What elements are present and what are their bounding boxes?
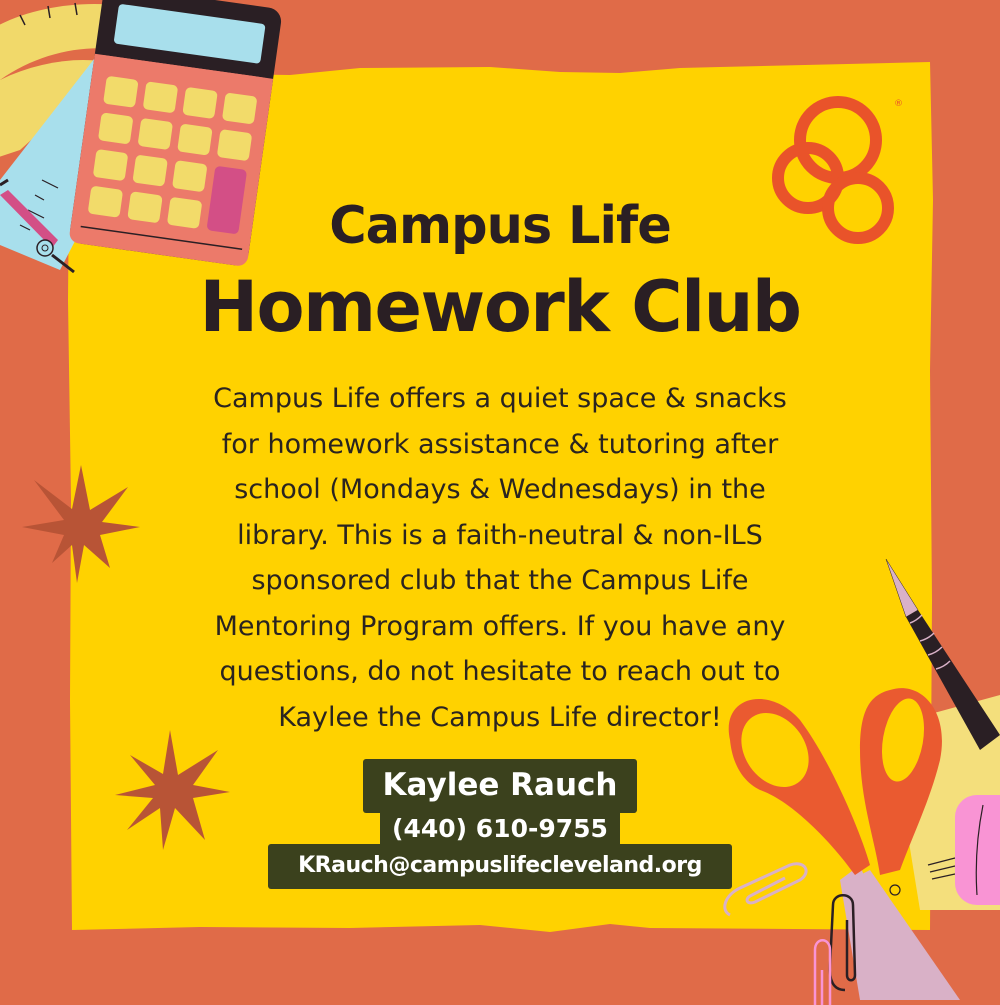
description-line: sponsored club that the Campus Life [251,565,749,596]
paperclip-icon [805,935,835,1005]
title-line-2: Homework Club [199,266,801,348]
svg-text:®: ® [894,99,903,109]
description-line: library. This is a faith-neutral & non-ILS [237,519,763,551]
star-icon [115,730,235,850]
description-line: for homework assistance & tutoring after [221,428,779,460]
contact-email[interactable]: KRauch@campuslifecleveland.org [268,844,732,889]
description-line: school (Mondays & Wednesdays) in the [234,474,766,505]
description-line: Campus Life offers a quiet space & snacks [213,383,787,414]
description-line: Kaylee the Campus Life director! [278,701,722,733]
contact-name: Kaylee Rauch [363,759,637,813]
description-line: questions, do not hesitate to reach out to [219,656,781,687]
title-line-1: Campus Life [329,196,671,256]
description-line: Mentoring Program offers. If you have any [214,610,786,642]
paperclip-icon [720,860,810,920]
contact-phone[interactable]: (440) 610-9755 [380,810,620,850]
star-icon [22,465,142,585]
